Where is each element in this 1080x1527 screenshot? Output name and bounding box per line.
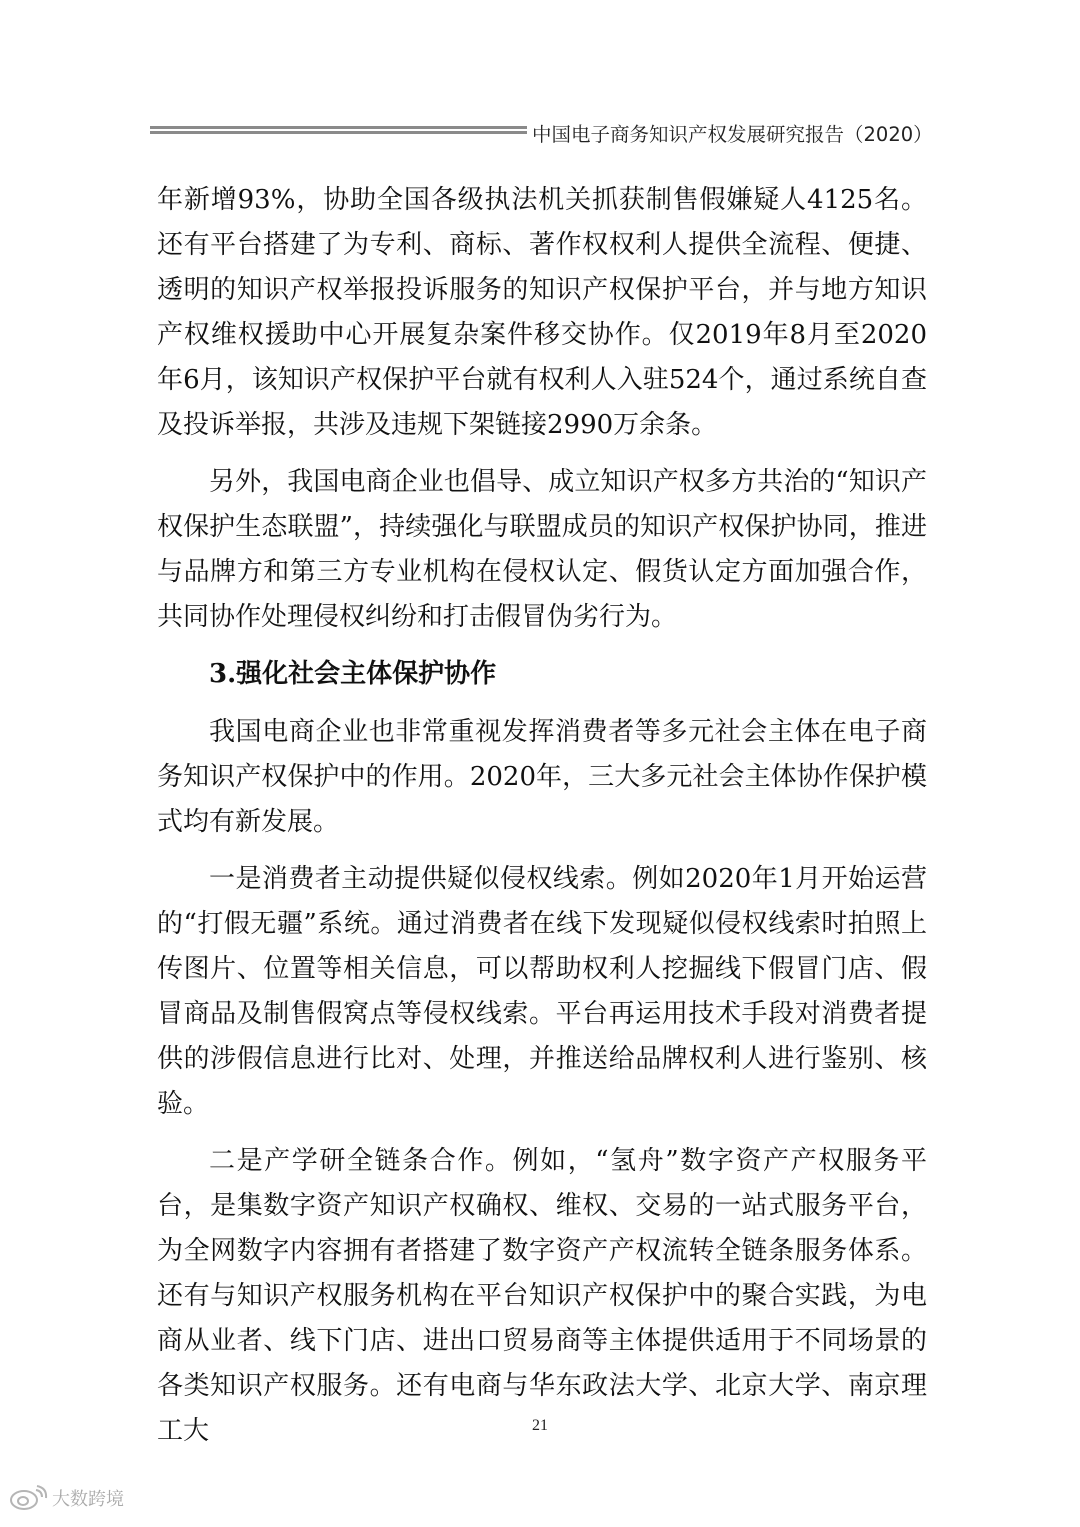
body-text: [157, 178, 927, 1466]
watermark-text: 大数跨境: [52, 1489, 124, 1510]
page-number: 21: [532, 1417, 548, 1434]
paragraph-industry-academia: 二是产学研全链条合作。例如，“氢舟”数字资产产权服务平台，是集数字资产知识产权确权、维权、交易的一站式服务平台，为全网数字内容拥有者搭建了数字资产产权流转全链条服务体系。还有与知识产权服务机构在平台知识产权保护中的聚合实践，为电商从业者、线下门店、进出口贸易商等主体提供适用于不同场景的各类知识产权服务。还有电商与华东政法大学、北京大学、南京理工大: [157, 1146, 927, 1446]
weibo-logo-icon: [8, 1485, 48, 1511]
paragraph-alliance: 另外，我国电商企业也倡导、成立知识产权多方共治的“知识产权保护生态联盟”，持续强化与联盟成员的知识产权保护协同，推进与品牌方和第三方专业机构在侵权认定、假货认定方面加强合作，共同协作处理侵权纠纷和打击假冒伪劣行为。: [157, 467, 927, 632]
paragraph-continued: 年新增93%，协助全国各级执法机关抓获制售假嫌疑人4125名。还有平台搭建了为专利、商标、著作权权利人提供全流程、便捷、透明的知识产权举报投诉服务的知识产权保护平台，并与地方知识产权维权援助中心开展复杂案件移交协作。仅2019年8月至2020年6月，该知识产权保护平台就有权利人入驻524个，通过系统自查及投诉举报，共涉及违规下架链接2990万余条。: [157, 185, 927, 440]
paragraph-intro: 我国电商企业也非常重视发挥消费者等多元社会主体在电子商务知识产权保护中的作用。2020年，三大多元社会主体协作保护模式均有新发展。: [157, 717, 927, 837]
section-heading: 3.强化社会主体保护协作: [209, 659, 497, 689]
header-rule-lines: [150, 126, 527, 136]
paragraph-consumers: 一是消费者主动提供疑似侵权线索。例如2020年1月开始运营的“打假无疆”系统。通过消费者在线下发现疑似侵权线索时拍照上传图片、位置等相关信息，可以帮助权利人挖掘线下假冒门店、假冒商品及制售假窝点等侵权线索。平台再运用技术手段对消费者提供的涉假信息进行比对、处理，并推送给品牌权利人进行鉴别、核验。: [157, 864, 927, 1119]
running-header-title: 中国电子商务知识产权发展研究报告（2020）: [532, 123, 933, 146]
watermark: [8, 1485, 124, 1511]
